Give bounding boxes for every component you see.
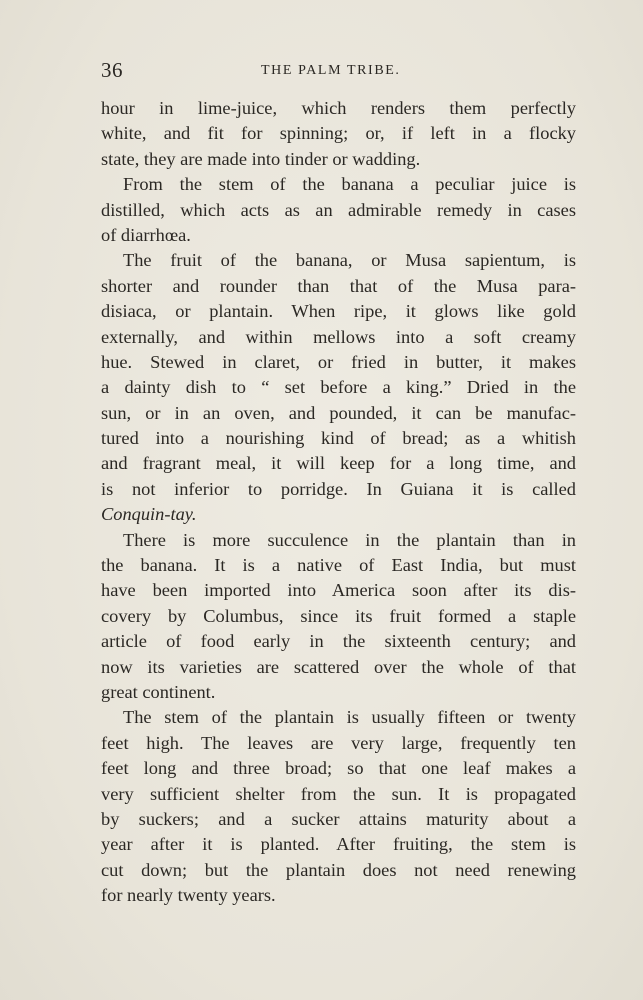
text-line: by suckers; and a sucker attains maturity about a [101, 808, 576, 829]
text-line: is not inferior to porridge. In Guiana it is called [101, 478, 576, 499]
text-line: The fruit of the banana, or Musa sapientum, is [123, 250, 576, 271]
running-title: THE PALM TRIBE. [261, 63, 401, 78]
text-line: hue. Stewed in claret, or fried in butter, it makes [101, 351, 576, 372]
text-line: hour in lime-juice, which renders them perfectly [101, 98, 576, 118]
page-header [101, 58, 575, 88]
text-line: state, they are made into tinder or wadding. [101, 148, 421, 169]
text-line: year after it is planted. After fruiting, the stem is [101, 834, 576, 855]
text-line: have been imported into America soon after its dis- [101, 580, 576, 601]
body-text [101, 96, 576, 909]
text-line: feet high. The leaves are very large, frequently ten [101, 732, 576, 753]
text-line: the banana. It is a native of East India, but must [101, 555, 576, 576]
text-line: disiaca, or plantain. When ripe, it glows like gold [101, 301, 576, 322]
text-line: distilled, which acts as an admirable remedy in cases [101, 199, 576, 220]
text-line: white, and fit for spinning; or, if left in a flocky [101, 123, 576, 144]
text-line: great continent. [101, 681, 216, 702]
text-line: for nearly twenty years. [101, 885, 276, 906]
text-line: a dainty dish to “ set before a king.” Dried in the [101, 377, 576, 398]
text-line: tured into a nourishing kind of bread; as a whitish [101, 428, 576, 449]
text-line: There is more succulence in the plantain than in [123, 529, 576, 550]
text-line: feet long and three broad; so that one leaf makes a [101, 758, 576, 779]
text-line: From the stem of the banana a peculiar juice is [123, 174, 576, 195]
text-line: externally, and within mellows into a soft creamy [101, 326, 576, 347]
text-line: article of food early in the sixteenth century; and [101, 631, 576, 652]
page-number: 36 [101, 58, 123, 82]
text-line: sun, or in an oven, and pounded, it can be manufac- [101, 402, 576, 423]
text-line: shorter and rounder than that of the Musa para- [101, 275, 576, 296]
text-line: The stem of the plantain is usually fifteen or twenty [123, 707, 576, 728]
text-line: Conquin-tay. [101, 504, 197, 525]
text-line: and fragrant meal, it will keep for a long time, and [101, 453, 576, 474]
text-line: of diarrhœa. [101, 224, 191, 245]
text-line: covery by Columbus, since its fruit formed a staple [101, 605, 576, 626]
text-line: now its varieties are scattered over the whole of that [101, 656, 576, 677]
text-line: cut down; but the plantain does not need renewing [101, 859, 576, 880]
text-line: very sufficient shelter from the sun. It is propagated [101, 783, 576, 804]
